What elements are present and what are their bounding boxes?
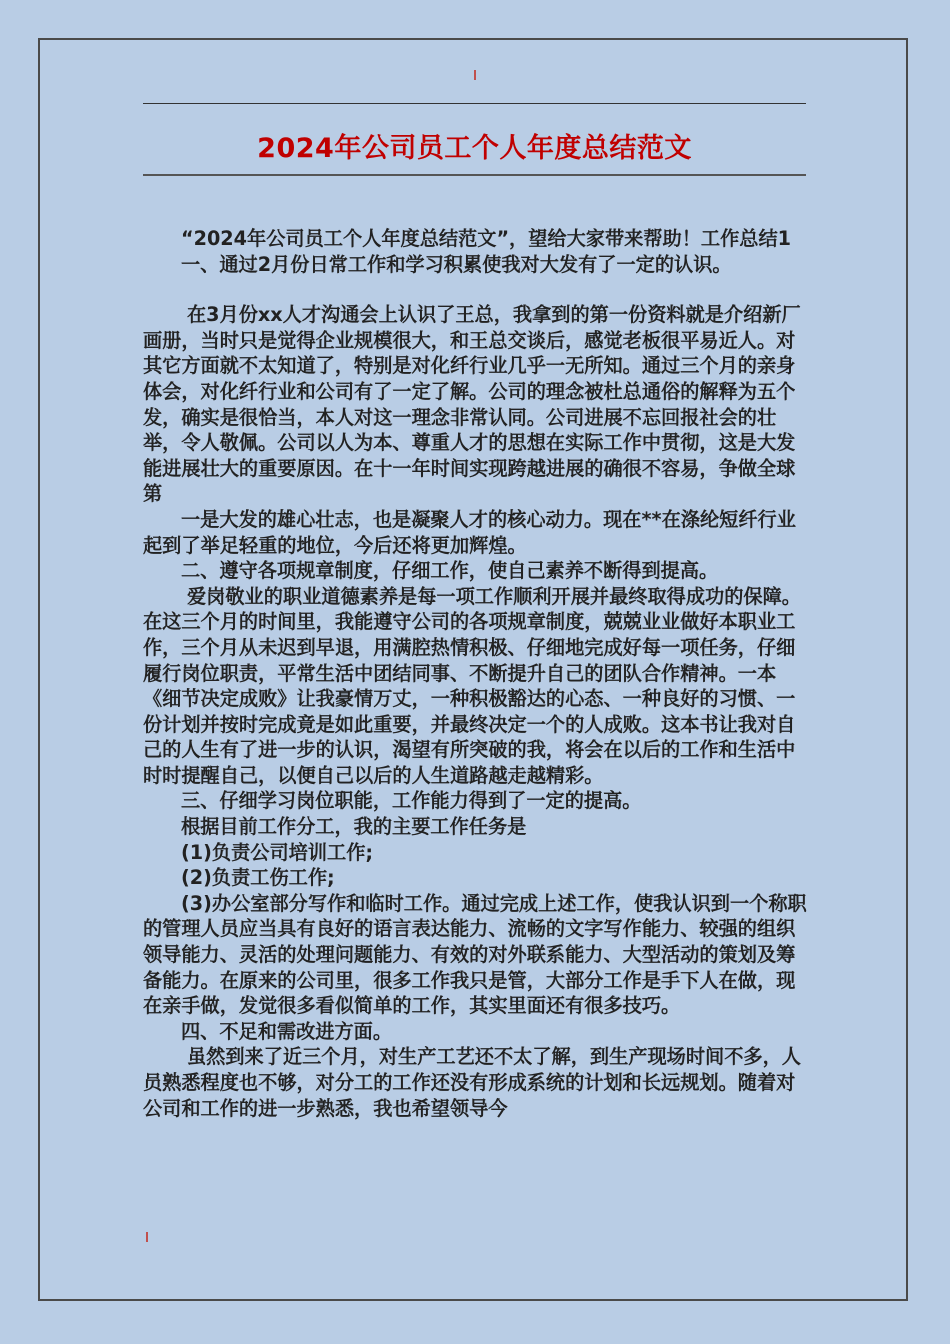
paragraph-intro: “2024年公司员工个人年度总结范文”，望给大家带来帮助！工作总结1 [181, 227, 792, 250]
paragraph: 根据目前工作分工，我的主要工作任务是 [181, 815, 527, 839]
header-cursor-mark [474, 70, 476, 80]
footer-cursor-mark [146, 1232, 148, 1242]
paragraph: 虽然到来了近三个月，对生产工艺还不太了解，到生产现场时间不多，人员熟悉程度也不够，对分工的工作还没有形成系统的计划和长远规划。随着对公司和工作的进一步熟悉，我也希望领导今 [143, 1045, 801, 1120]
header-rule-bottom [143, 174, 806, 176]
heading-section-3: 三、仔细学习岗位职能，工作能力得到了一定的提高。 [181, 789, 642, 813]
heading-section-4: 四、不足和需改进方面。 [181, 1019, 393, 1043]
document-body [143, 226, 811, 1121]
heading-section-2: 二、遵守各项规章制度，仔细工作，使自己素养不断得到提高。 [181, 559, 719, 583]
paragraph-gap [143, 277, 811, 302]
list-item: (1)负责公司培训工作; [181, 840, 374, 864]
list-item: (2)负责工伤工作; [181, 866, 335, 890]
paragraph: 在3月份xx人才沟通会上认识了王总，我拿到的第一份资料就是介绍新厂画册，当时只是觉得企业规模很大，和王总交谈后，感觉老板很平易近人。对其它方面就不太知道了，特别是对化纤行业几乎一无所知。通过三个月的亲身体会，对化纤行业和公司有了一定了解。公司的理念被杜总通俗的解释为五个发，确实是很恰当，本人对这一理念非常认同。公司进展不忘回报社会的壮举，令人敬佩。公司以人为本、尊重人才的思想在实际工作中贯彻，这是大发能进展壮大的重要原因。在十一年时间实现跨越进展的确很不容易，争做全球第 [143, 303, 801, 506]
header-rule-top [143, 103, 806, 104]
document-title: 2024年公司员工个人年度总结范文 [257, 133, 692, 164]
paragraph: 一是大发的雄心壮志，也是凝聚人才的核心动力。现在**在涤纶短纤行业起到了举足轻重的地位，今后还将更加辉煌。 [143, 507, 796, 557]
list-item: (3)办公室部分写作和临时工作。通过完成上述工作，使我认识到一个称职的管理人员应当具有良好的语言表达能力、流畅的文字写作能力、较强的组织领导能力、灵活的处理问题能力、有效的对外联系能力、大型活动的策划及筹备能力。在原来的公司里，很多工作我只是管，大部分工作是手下人在做，现在亲手做，发觉很多看似简单的工作，其实里面还有很多技巧。 [143, 891, 807, 1018]
paragraph: 爱岗敬业的职业道德素养是每一项工作顺利开展并最终取得成功的保障。在这三个月的时间里，我能遵守公司的各项规章制度，兢兢业业做好本职业工作，三个月从未迟到早退，用满腔热情积极、仔细地完成好每一项任务，仔细履行岗位职责，平常生活中团结同事、不断提升自己的团队合作精神。一本《细节决定成败》让我豪情万丈，一种积极豁达的心态、一种良好的习惯、一份计划并按时完成竟是如此重要，并最终决定一个的人成败。这本书让我对自己的人生有了进一步的认识，渴望有所突破的我，将会在以后的工作和生活中时时提醒自己，以便自己以后的人生道路越走越精彩。 [143, 584, 801, 787]
heading-section-1: 一、通过2月份日常工作和学习积累使我对大发有了一定的认识。 [181, 252, 732, 276]
